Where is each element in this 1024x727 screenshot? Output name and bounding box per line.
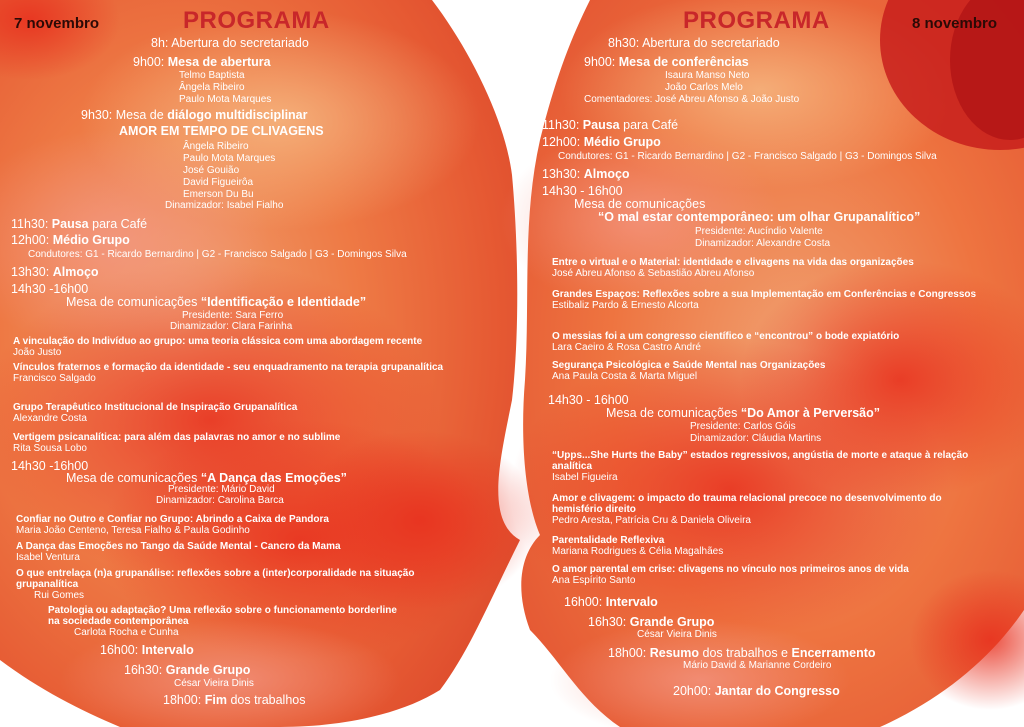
right-paper — [552, 564, 992, 586]
right-s6-pre: Mesa de comunicações — [574, 197, 706, 211]
left-s10-name: César Vieira Dinis — [174, 678, 254, 689]
right-s10: 18h00: Resumo dos trabalhos e Encerramento — [608, 646, 876, 660]
left-s6: 13h30: Almoço — [11, 265, 99, 279]
paper-authors: Rui Gomes — [34, 590, 85, 601]
paper-title: Vertigem psicanalítica: para além das palavras no amor e no sublime — [13, 432, 341, 443]
left-s7-moderator: Dinamizador: Clara Farinha — [170, 321, 293, 332]
paper-authors: Alexandre Costa — [13, 413, 87, 424]
left-program-title: PROGRAMA — [183, 7, 330, 34]
left-s2-name: Telmo Baptista — [179, 70, 245, 81]
right-paper — [552, 331, 992, 353]
left-paper — [13, 432, 498, 454]
paper-authors: Estibaliz Pardo & Ernesto Alcorta — [552, 300, 699, 311]
right-paper — [552, 257, 992, 279]
right-s2-name: João Carlos Melo — [665, 82, 743, 93]
right-s1: 8h30: Abertura do secretariado — [608, 36, 780, 50]
paper-title: A vinculação do Indivíduo ao grupo: uma teoria clássica com uma abordagem recente — [13, 336, 423, 347]
right-paper — [552, 535, 972, 557]
left-paper — [16, 514, 496, 536]
paper-authors: Isabel Figueira — [552, 472, 618, 483]
right-date: 8 novembro — [912, 15, 998, 32]
left-s3-name: Ângela Ribeiro — [183, 141, 249, 152]
paper-title: O messias foi a um congresso científico e “encontrou” o bode expiatório — [552, 331, 900, 342]
right-s6-president: Presidente: Aucíndio Valente — [695, 226, 823, 237]
right-paper — [552, 493, 972, 526]
left-s3-name: Paulo Mota Marques — [183, 153, 276, 164]
right-s7-time: 14h30 - 16h00 — [548, 393, 629, 407]
left-s3-name: David Figueirôa — [183, 177, 254, 188]
left-paper — [48, 605, 408, 638]
paper-authors: João Justo — [13, 347, 62, 358]
left-s2-name: Paulo Mota Marques — [179, 94, 272, 105]
left-paper — [13, 336, 498, 358]
right-s8: 16h00: Intervalo — [564, 595, 658, 609]
right-s3: 11h30: Pausa para Café — [542, 118, 679, 132]
paper-title: Confiar no Outro e Confiar no Grupo: Abrindo a Caixa de Pandora — [16, 514, 329, 525]
left-s10: 16h30: Grande Grupo — [124, 663, 251, 677]
right-s10-names: Mário David & Marianne Cordeiro — [683, 660, 832, 671]
left-s8-moderator: Dinamizador: Carolina Barca — [156, 495, 284, 506]
paper-title: O amor parental em crise: clivagens no vínculo nos primeiros anos de vida — [552, 564, 909, 575]
right-paper — [552, 450, 1002, 483]
right-s6-moderator: Dinamizador: Alexandre Costa — [695, 238, 831, 249]
right-s7: Mesa de comunicações “Do Amor à Perversão” — [606, 406, 880, 420]
right-s2-commentators: Comentadores: José Abreu Afonso & João Justo — [584, 94, 800, 105]
left-s4: 11h30: Pausa para Café — [11, 217, 148, 231]
right-s2: 9h00: Mesa de conferências — [584, 55, 749, 69]
left-s2: 9h00: Mesa de abertura — [133, 55, 271, 69]
right-s7-moderator: Dinamizador: Cláudia Martins — [690, 433, 822, 444]
left-s5-conductors: Condutores: G1 - Ricardo Bernardino | G2 - Francisco Salgado | G3 - Domingos Silva — [28, 249, 407, 260]
left-s3-subtitle: AMOR EM TEMPO DE CLIVAGENS — [119, 124, 324, 138]
right-s5: 13h30: Almoço — [542, 167, 630, 181]
right-s9: 16h30: Grande Grupo — [588, 615, 715, 629]
left-s3-moderator: Dinamizador: Isabel Fialho — [165, 200, 284, 211]
right-program-title: PROGRAMA — [683, 7, 830, 34]
left-s7: Mesa de comunicações “Identificação e Identidade” — [66, 295, 367, 309]
paper-authors: Francisco Salgado — [13, 373, 96, 384]
left-paper — [16, 568, 446, 601]
left-date: 7 novembro — [14, 15, 100, 32]
paper-title: “Upps...She Hurts the Baby” estados regressivos, angústia de morte e ataque à relação analítica — [552, 450, 969, 472]
right-s6-label: “O mal estar contemporâneo: um olhar Grupanalítico” — [598, 210, 921, 224]
right-paper — [552, 360, 992, 382]
paper-title: Grupo Terapêutico Institucional de Inspiração Grupanalítica — [13, 402, 298, 413]
right-s6-time: 14h30 - 16h00 — [542, 184, 623, 198]
paper-title: Vínculos fraternos e formação da identidade - seu enquadramento na terapia grupanalítica — [13, 362, 444, 373]
right-s4-conductors: Condutores: G1 - Ricardo Bernardino | G2 - Francisco Salgado | G3 - Domingos Silva — [558, 151, 937, 162]
paper-authors: Isabel Ventura — [16, 552, 80, 563]
right-s4: 12h00: Médio Grupo — [542, 135, 661, 149]
left-s8: Mesa de comunicações “A Dança das Emoções” — [66, 471, 347, 485]
paper-authors: Carlota Rocha e Cunha — [74, 627, 179, 638]
left-s7-president: Presidente: Sara Ferro — [182, 310, 284, 321]
left-s8-president: Presidente: Mário David — [168, 484, 275, 495]
paper-title: Patologia ou adaptação? Uma reflexão sobre o funcionamento borderline na sociedade contemporânea — [48, 605, 397, 627]
paper-title: Amor e clivagem: o impacto do trauma relacional precoce no desenvolvimento do hemisfério direito — [552, 493, 942, 515]
paper-title: Segurança Psicológica e Saúde Mental nas Organizações — [552, 360, 826, 371]
left-s9: 16h00: Intervalo — [100, 643, 194, 657]
right-paper — [552, 289, 992, 311]
left-s3-name: José Gouião — [183, 165, 240, 176]
left-s3-name: Emerson Du Bu — [183, 189, 254, 200]
left-paper — [13, 402, 498, 424]
paper-authors: Maria João Centeno, Teresa Fialho & Paula Godinho — [16, 525, 250, 536]
left-s3: 9h30: Mesa de diálogo multidisciplinar — [81, 108, 308, 122]
left-s2-name: Ângela Ribeiro — [179, 82, 245, 93]
paper-authors: José Abreu Afonso & Sebastião Abreu Afonso — [552, 268, 755, 279]
paper-authors: Lara Caeiro & Rosa Castro André — [552, 342, 701, 353]
paper-title: Parentalidade Reflexiva — [552, 535, 665, 546]
left-paper — [16, 541, 496, 563]
left-s7-time: 14h30 -16h00 — [11, 282, 89, 296]
right-s9-name: César Vieira Dinis — [637, 629, 717, 640]
right-s7-president: Presidente: Carlos Góis — [690, 421, 796, 432]
paper-title: Grandes Espaços: Reflexões sobre a sua Implementação em Conferências e Congressos — [552, 289, 977, 300]
paper-title: O que entrelaça (n)a grupanálise: reflexões sobre a (inter)corporalidade na situação grupanalítica — [16, 568, 415, 590]
paper-title: A Dança das Emoções no Tango da Saúde Mental - Cancro da Mama — [16, 541, 341, 552]
paper-authors: Ana Paula Costa & Marta Miguel — [552, 371, 698, 382]
left-s1: 8h: Abertura do secretariado — [151, 36, 309, 50]
left-s8-time: 14h30 -16h00 — [11, 459, 89, 473]
right-s11: 20h00: Jantar do Congresso — [673, 684, 840, 698]
left-s11: 18h00: Fim dos trabalhos — [163, 693, 306, 707]
paper-authors: Pedro Aresta, Patrícia Cru & Daniela Oliveira — [552, 515, 751, 526]
right-s2-name: Isaura Manso Neto — [665, 70, 750, 81]
paper-title: Entre o virtual e o Material: identidade e clivagens na vida das organizações — [552, 257, 914, 268]
paper-authors: Ana Espírito Santo — [552, 575, 636, 586]
left-s5: 12h00: Médio Grupo — [11, 233, 130, 247]
paper-authors: Mariana Rodrigues & Célia Magalhães — [552, 546, 724, 557]
left-paper — [13, 362, 453, 384]
paper-authors: Rita Sousa Lobo — [13, 443, 87, 454]
